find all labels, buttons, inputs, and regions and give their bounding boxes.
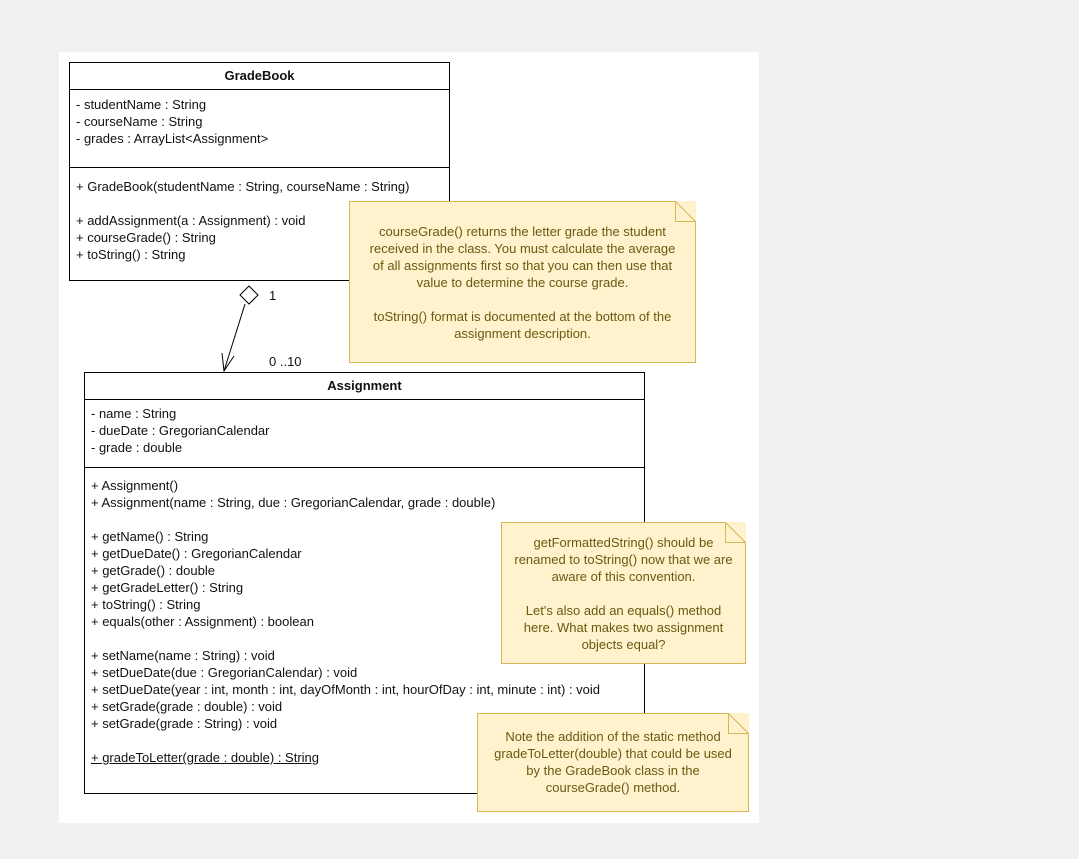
class-method: + setDueDate(due : GregorianCalendar) : void: [91, 665, 358, 680]
class-attribute: - name : String: [91, 406, 177, 421]
class-method: + courseGrade() : String: [76, 230, 216, 245]
class-method: + getName() : String: [91, 529, 209, 544]
note-text-line: by the GradeBook class in the: [526, 763, 700, 778]
class-method: + Assignment(name : String, due : GregorianCalendar, grade : double): [91, 495, 496, 510]
class-attribute: - dueDate : GregorianCalendar: [91, 423, 270, 438]
class-gradebook-title: GradeBook: [70, 63, 449, 90]
note-text-line: received in the class. You must calculate the average: [369, 241, 676, 256]
note-text-line: courseGrade() returns the letter grade the student: [379, 224, 666, 239]
class-attribute: - courseName : String: [76, 114, 203, 129]
class-method: + GradeBook(studentName : String, courseName : String): [76, 179, 410, 194]
note-static-method[interactable]: [477, 713, 749, 812]
class-method: + toString() : String: [91, 597, 201, 612]
note-course-grade[interactable]: [349, 201, 696, 363]
note-text-line: assignment description.: [454, 326, 591, 341]
note-text-line: of all assignments first so that you can then use that: [372, 258, 673, 273]
class-method: + toString() : String: [76, 247, 186, 262]
class-method: + getDueDate() : GregorianCalendar: [91, 546, 302, 561]
note-text-line: gradeToLetter(double) that could be used: [494, 746, 732, 761]
note-text-line: Note the addition of the static method: [505, 729, 721, 744]
class-attribute: - grades : ArrayList<Assignment>: [76, 131, 269, 146]
note-text-line: here. What makes two assignment: [523, 620, 724, 635]
static-method: + gradeToLetter(grade : double) : String: [91, 750, 320, 765]
note-text-line: [355, 291, 690, 308]
class-attribute: - studentName : String: [76, 97, 207, 112]
class-method: + setDueDate(year : int, month : int, dayOfMonth : int, hourOfDay : int, minute : int) : void: [91, 682, 601, 697]
source-multiplicity: 1: [269, 288, 277, 303]
class-attribute: - grade : double: [91, 440, 183, 455]
class-method: + getGradeLetter() : String: [91, 580, 244, 595]
note-text-line: Let's also add an equals() method: [525, 603, 722, 618]
class-assignment-title: Assignment: [85, 373, 644, 400]
class-assignment-attributes: [85, 400, 644, 468]
note-text-line: renamed to toString() now that we are: [514, 552, 733, 567]
note-text-line: objects equal?: [581, 637, 666, 652]
class-gradebook-attributes: [70, 90, 449, 168]
class-method: + setGrade(grade : String) : void: [91, 716, 278, 731]
class-method: + getGrade() : double: [91, 563, 215, 578]
note-formatted-string[interactable]: [501, 522, 746, 664]
note-text-line: toString() format is documented at the bottom of the: [373, 309, 672, 324]
class-method: + Assignment(): [91, 478, 179, 493]
class-method: + addAssignment(a : Assignment) : void: [76, 213, 306, 228]
class-method: + equals(other : Assignment) : boolean: [91, 614, 314, 629]
note-text-line: courseGrade() method.: [545, 780, 681, 795]
class-method: + setName(name : String) : void: [91, 648, 275, 663]
class-method: + setGrade(grade : double) : void: [91, 699, 283, 714]
note-text-line: value to determine the course grade.: [416, 275, 629, 290]
target-multiplicity: 0 ..10: [269, 354, 302, 369]
note-text-line: aware of this convention.: [551, 569, 696, 584]
note-text-line: getFormattedString() should be: [533, 535, 714, 550]
note-text-line: [507, 585, 740, 602]
